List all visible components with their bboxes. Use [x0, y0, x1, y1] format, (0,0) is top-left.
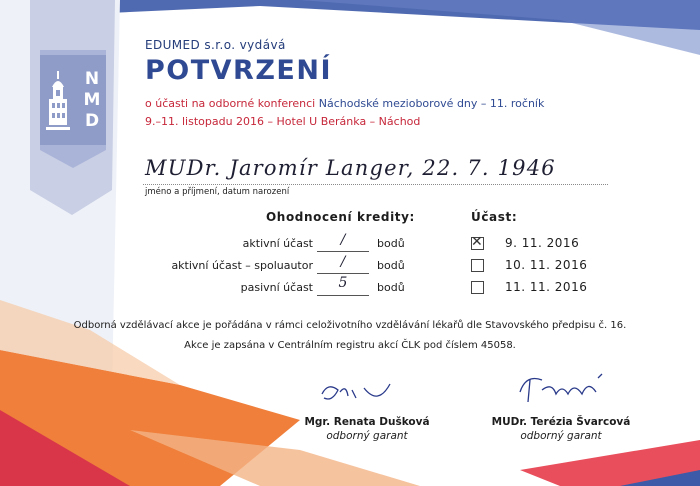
- credit-unit-passive: bodů: [377, 281, 405, 294]
- signatory-name: MUDr. Terézia Švarcová: [491, 416, 631, 428]
- logo-letter-d: D: [84, 111, 100, 131]
- credit-unit-coauthor: bodů: [377, 259, 405, 272]
- signatory-name: Mgr. Renata Dušková: [304, 416, 430, 428]
- document-title: POTVRZENÍ: [145, 55, 333, 86]
- credit-unit-active: bodů: [377, 237, 405, 250]
- day2-checkbox[interactable]: [471, 259, 484, 272]
- credits-heading: Ohodnocení kredity:: [266, 210, 415, 224]
- participant-name: MUDr. Jaromír Langer, 22. 7. 1946: [145, 156, 556, 180]
- signatory-role: odborný garant: [326, 430, 408, 442]
- event-subtitle: [145, 97, 544, 110]
- credit-value-coauthor: /: [340, 254, 346, 270]
- credit-line-passive: [317, 295, 369, 296]
- footnote-line-2: Akce je zapsána v Centrálním registru akcí ČLK pod číslem 45058.: [184, 340, 516, 351]
- day3-checkbox[interactable]: [471, 281, 484, 294]
- subtitle-prefix: o účasti na odborné konferenci: [145, 97, 316, 110]
- credit-label-passive: pasivní účast: [240, 281, 313, 294]
- nmd-logo: [40, 55, 106, 145]
- footnote-line-1: Odborná vzdělávací akce je pořádána v rámci celoživotního vzdělávání lékařů dle Stavovského předpisu č. 16.: [73, 320, 627, 331]
- participant-caption: jméno a příjmení, datum narození: [145, 187, 290, 197]
- chateau-tower-icon: [46, 69, 76, 139]
- logo-letter-m: M: [83, 90, 101, 110]
- credit-value-active: /: [340, 232, 346, 248]
- credit-label-active: aktivní účast: [242, 237, 313, 250]
- signature-svarcova: [512, 368, 612, 414]
- credit-line-coauthor: [317, 273, 369, 274]
- check-mark-icon: ✕: [471, 234, 483, 250]
- day2-date: 10. 11. 2016: [505, 258, 588, 272]
- logo-letter-n: N: [84, 69, 100, 89]
- signatory-role: odborný garant: [520, 430, 602, 442]
- event-dates-place: 9.–11. listopadu 2016 – Hotel U Beránka – Náchod: [145, 115, 421, 128]
- signature-duskova: [318, 376, 398, 416]
- day1-date: 9. 11. 2016: [505, 236, 580, 250]
- credit-label-coauthor: aktivní účast – spoluautor: [171, 259, 313, 272]
- signatory-duskova: [292, 416, 442, 442]
- event-name: Náchodské mezioborové dny – 11. ročník: [318, 97, 545, 110]
- credit-line-active: [317, 251, 369, 252]
- logo-letters: [81, 69, 103, 132]
- day3-date: 11. 11. 2016: [505, 280, 588, 294]
- name-dotted-line: [143, 184, 608, 185]
- signatory-svarcova: [476, 416, 646, 442]
- credit-value-passive: 5: [338, 275, 348, 291]
- publisher-line: EDUMED s.r.o. vydává: [145, 38, 286, 52]
- day1-checkbox[interactable]: [471, 234, 484, 250]
- participation-heading: Účast:: [471, 210, 518, 224]
